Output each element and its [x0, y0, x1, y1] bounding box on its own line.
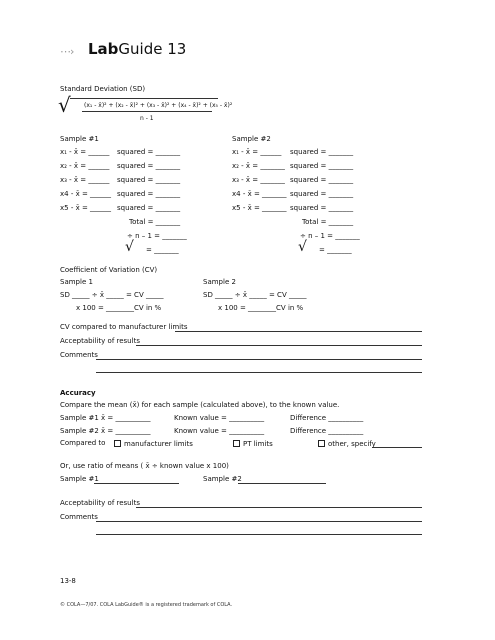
checkbox-icon [318, 440, 325, 447]
left-root-sqrt: √ [125, 239, 134, 255]
acc-comments-line-1[interactable] [96, 521, 422, 522]
acc-acceptability-line[interactable] [136, 507, 422, 508]
accuracy-heading: Accuracy [60, 389, 96, 397]
left-diff-3[interactable]: x₃ - x̄ = ______ [60, 176, 110, 184]
right-divide[interactable]: ÷ n – 1 = _______ [300, 232, 360, 240]
title-rest: Guide 13 [118, 40, 187, 58]
acc-acceptability-label: Acceptability of results [60, 499, 140, 507]
acc-known-1[interactable]: Known value = __________ [174, 414, 265, 422]
ratio-s2-label: Sample #2 [203, 475, 242, 483]
cv-comments-line-1[interactable] [96, 359, 422, 360]
sd-heading: Standard Deviation (SD) [60, 85, 146, 93]
cv-compared-line[interactable] [175, 331, 422, 332]
acc-s2[interactable]: Sample #2 x̄ = __________ [60, 427, 151, 435]
left-total[interactable]: Total = _______ [129, 218, 181, 226]
sd-numerator: (x₁ - x̄)² + (x₂ - x̄)² + (x₃ - x̄)² + (x₄ - x̄)² + (x₅ - x̄)² [84, 102, 233, 109]
title-bold: Lab [88, 40, 119, 58]
checkbox-icon [233, 440, 240, 447]
right-sq-4[interactable]: squared = _______ [290, 190, 354, 198]
cv-sample2: Sample 2 [203, 278, 236, 286]
right-total[interactable]: Total = _______ [302, 218, 354, 226]
arrow-icon: ⋯› [60, 45, 74, 58]
cv-formula-1[interactable]: SD _____ ÷ x̄ _____ = CV _____ [60, 291, 164, 299]
opt-pt[interactable]: PT limits [233, 440, 273, 448]
left-sq-2[interactable]: squared = _______ [117, 162, 181, 170]
acc-diff-2[interactable]: Difference __________ [290, 427, 364, 435]
footer-text: © COLA—7/07. COLA LabGuide® is a registered trademark of COLA. [60, 602, 233, 608]
opt-manufacturer[interactable]: manufacturer limits [114, 440, 193, 448]
page-number: 13-8 [60, 577, 76, 585]
right-diff-1[interactable]: x₁ - x̄ = ______ [232, 148, 282, 156]
left-diff-4[interactable]: x4 - x̄ = ______ [60, 190, 112, 198]
left-root[interactable]: = _______ [146, 246, 179, 254]
cv-formula-2[interactable]: SD _____ ÷ x̄ _____ = CV _____ [203, 291, 307, 299]
cv-acceptability-line[interactable] [136, 345, 422, 346]
right-sq-5[interactable]: squared = _______ [290, 204, 354, 212]
right-root-sqrt: √ [298, 239, 307, 255]
cv-sample1: Sample 1 [60, 278, 93, 286]
sd-denominator: n - 1 [140, 115, 154, 122]
cv-comments-label: Comments [60, 351, 98, 359]
sqrt-bar [70, 98, 218, 99]
cv-times-1[interactable]: x 100 = ________CV in % [76, 304, 162, 312]
acc-diff-1[interactable]: Difference __________ [290, 414, 364, 422]
acc-comments-line-2[interactable] [96, 534, 422, 535]
page-title [88, 42, 186, 57]
right-sq-1[interactable]: squared = _______ [290, 148, 354, 156]
left-sq-3[interactable]: squared = _______ [117, 176, 181, 184]
sample1-label: Sample #1 [60, 135, 99, 143]
left-divide[interactable]: ÷ n – 1 = _______ [127, 232, 187, 240]
left-sq-4[interactable]: squared = _______ [117, 190, 181, 198]
right-diff-5[interactable]: x5 - x̄ = _______ [232, 204, 287, 212]
right-sq-2[interactable]: squared = _______ [290, 162, 354, 170]
cv-compared-label: CV compared to manufacturer limits [60, 323, 188, 331]
ratio-s2-line[interactable] [238, 483, 326, 484]
other-specify-line[interactable] [372, 447, 422, 448]
cv-heading: Coefficient of Variation (CV) [60, 266, 158, 274]
left-diff-5[interactable]: x5 - x̄ = ______ [60, 204, 112, 212]
compared-to-label: Compared to [60, 439, 106, 447]
acc-known-2[interactable]: Known value = __________ [174, 427, 265, 435]
ratio-s1-label: Sample #1 [60, 475, 99, 483]
acc-comments-label: Comments [60, 513, 98, 521]
cv-acceptability-label: Acceptability of results [60, 337, 140, 345]
left-sq-1[interactable]: squared = _______ [117, 148, 181, 156]
ratio-s1-line[interactable] [94, 483, 179, 484]
left-diff-1[interactable]: x₁ - x̄ = ______ [60, 148, 110, 156]
accuracy-intro: Compare the mean (x̄) for each sample (calculated above), to the known value. [60, 401, 340, 409]
sample2-label: Sample #2 [232, 135, 271, 143]
right-root[interactable]: = _______ [319, 246, 352, 254]
left-sq-5[interactable]: squared = _______ [117, 204, 181, 212]
cv-comments-line-2[interactable] [96, 372, 422, 373]
sqrt-symbol: √ [58, 93, 71, 117]
cv-times-2[interactable]: x 100 = ________CV in % [218, 304, 304, 312]
right-diff-2[interactable]: x₂ - x̄ = _______ [232, 162, 285, 170]
left-diff-2[interactable]: x₂ - x̄ = ______ [60, 162, 110, 170]
acc-s1[interactable]: Sample #1 x̄ = __________ [60, 414, 151, 422]
fraction-bar [82, 111, 212, 112]
right-sq-3[interactable]: squared = _______ [290, 176, 354, 184]
right-diff-3[interactable]: x₃ - x̄ = _______ [232, 176, 285, 184]
ratio-text: Or, use ratio of means ( x̄ ÷ known value x 100) [60, 462, 229, 470]
right-diff-4[interactable]: x4 - x̄ = _______ [232, 190, 287, 198]
checkbox-icon [114, 440, 121, 447]
opt-other[interactable]: other, specify [318, 440, 376, 448]
